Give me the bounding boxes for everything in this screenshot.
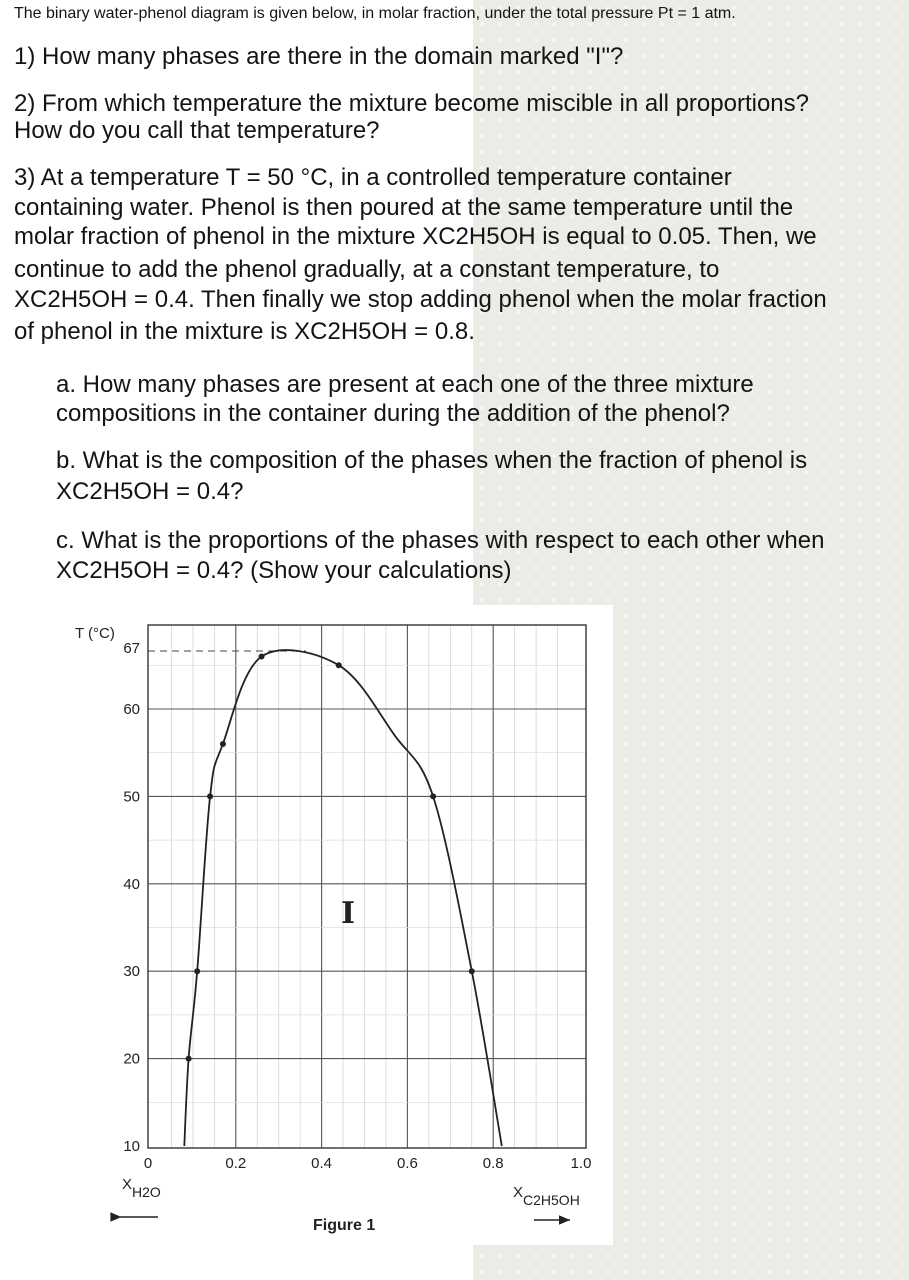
y-tick-label: 40 xyxy=(123,875,140,893)
subquestion-b-line-1: b. What is the composition of the phases when the fraction of phenol is xyxy=(56,447,808,474)
curve-point xyxy=(194,968,200,974)
x-axis-ticks xyxy=(144,1155,592,1172)
y-tick-label: 20 xyxy=(123,1050,140,1068)
y-tick-label: 10 xyxy=(123,1138,140,1155)
x-tick-label: 0.4 xyxy=(311,1155,333,1172)
y-axis-ticks xyxy=(123,640,140,1155)
plot-frame xyxy=(148,625,586,1148)
subquestion-a-line-1: a. How many phases are present at each one of the three mixture xyxy=(56,371,754,398)
y-tick-label: 60 xyxy=(123,701,140,718)
question-3-line-3: molar fraction of phenol in the mixture XC2H5OH is equal to 0.05. Then, we xyxy=(14,223,817,250)
subquestion-b-line-2: XC2H5OH = 0.4? xyxy=(56,478,244,505)
question-2-line-2: How do you call that temperature? xyxy=(14,117,380,144)
x-tick-label: 1.0 xyxy=(570,1155,592,1172)
curve-markers xyxy=(186,654,475,1062)
question-3-line-4: continue to add the phenol gradually, at a constant temperature, to xyxy=(14,256,720,283)
curve-point xyxy=(259,654,265,660)
x-tick-label: 0 xyxy=(143,1155,153,1172)
question-3-line-1: 3) At a temperature T = 50 °C, in a controlled temperature container xyxy=(14,164,732,191)
intro-text: The binary water-phenol diagram is given below, in molar fraction, under the total pressure Pt = 1 atm. xyxy=(14,5,736,22)
y-tick-label: 67 xyxy=(123,640,140,657)
subquestion-a-line-2: compositions in the container during the addition of the phenol? xyxy=(56,400,730,427)
region-label: I xyxy=(341,896,356,931)
x-axis-label-right: XC2H5OH xyxy=(513,1184,580,1208)
phase-diagram-figure xyxy=(58,605,613,1245)
x-tick-label: 0.8 xyxy=(482,1155,504,1172)
question-3-line-2: containing water. Phenol is then poured at the same temperature until the xyxy=(14,194,794,221)
question-2-line-1: 2) From which temperature the mixture become miscible in all proportions? xyxy=(14,90,809,117)
subquestion-c-line-1: c. What is the proportions of the phases with respect to each other when xyxy=(56,527,825,554)
question-1: 1) How many phases are there in the domain marked "I"? xyxy=(14,43,624,70)
y-axis-label: T (°C) xyxy=(75,625,115,642)
question-3-line-6: of phenol in the mixture is XC2H5OH = 0.8. xyxy=(14,318,475,345)
curve-point xyxy=(469,968,475,974)
curve-point xyxy=(186,1056,192,1062)
x-tick-label: 0.6 xyxy=(396,1155,418,1172)
x-tick-label: 0.2 xyxy=(225,1155,247,1172)
figure-caption: Figure 1 xyxy=(313,1217,376,1234)
curve-point xyxy=(207,793,213,799)
curve-point xyxy=(220,741,226,747)
y-tick-label: 50 xyxy=(123,788,140,806)
subquestion-c-line-2: XC2H5OH = 0.4? (Show your calculations) xyxy=(56,557,512,584)
curve-point xyxy=(430,793,436,799)
x-axis-label-left: XH2O xyxy=(122,1176,161,1200)
phase-diagram-chart xyxy=(58,605,613,1245)
y-tick-label: 30 xyxy=(123,963,140,981)
question-3-line-5: XC2H5OH = 0.4. Then finally we stop adding phenol when the molar fraction xyxy=(14,286,827,313)
curve-point xyxy=(336,662,342,668)
plot-grid xyxy=(148,625,586,1148)
